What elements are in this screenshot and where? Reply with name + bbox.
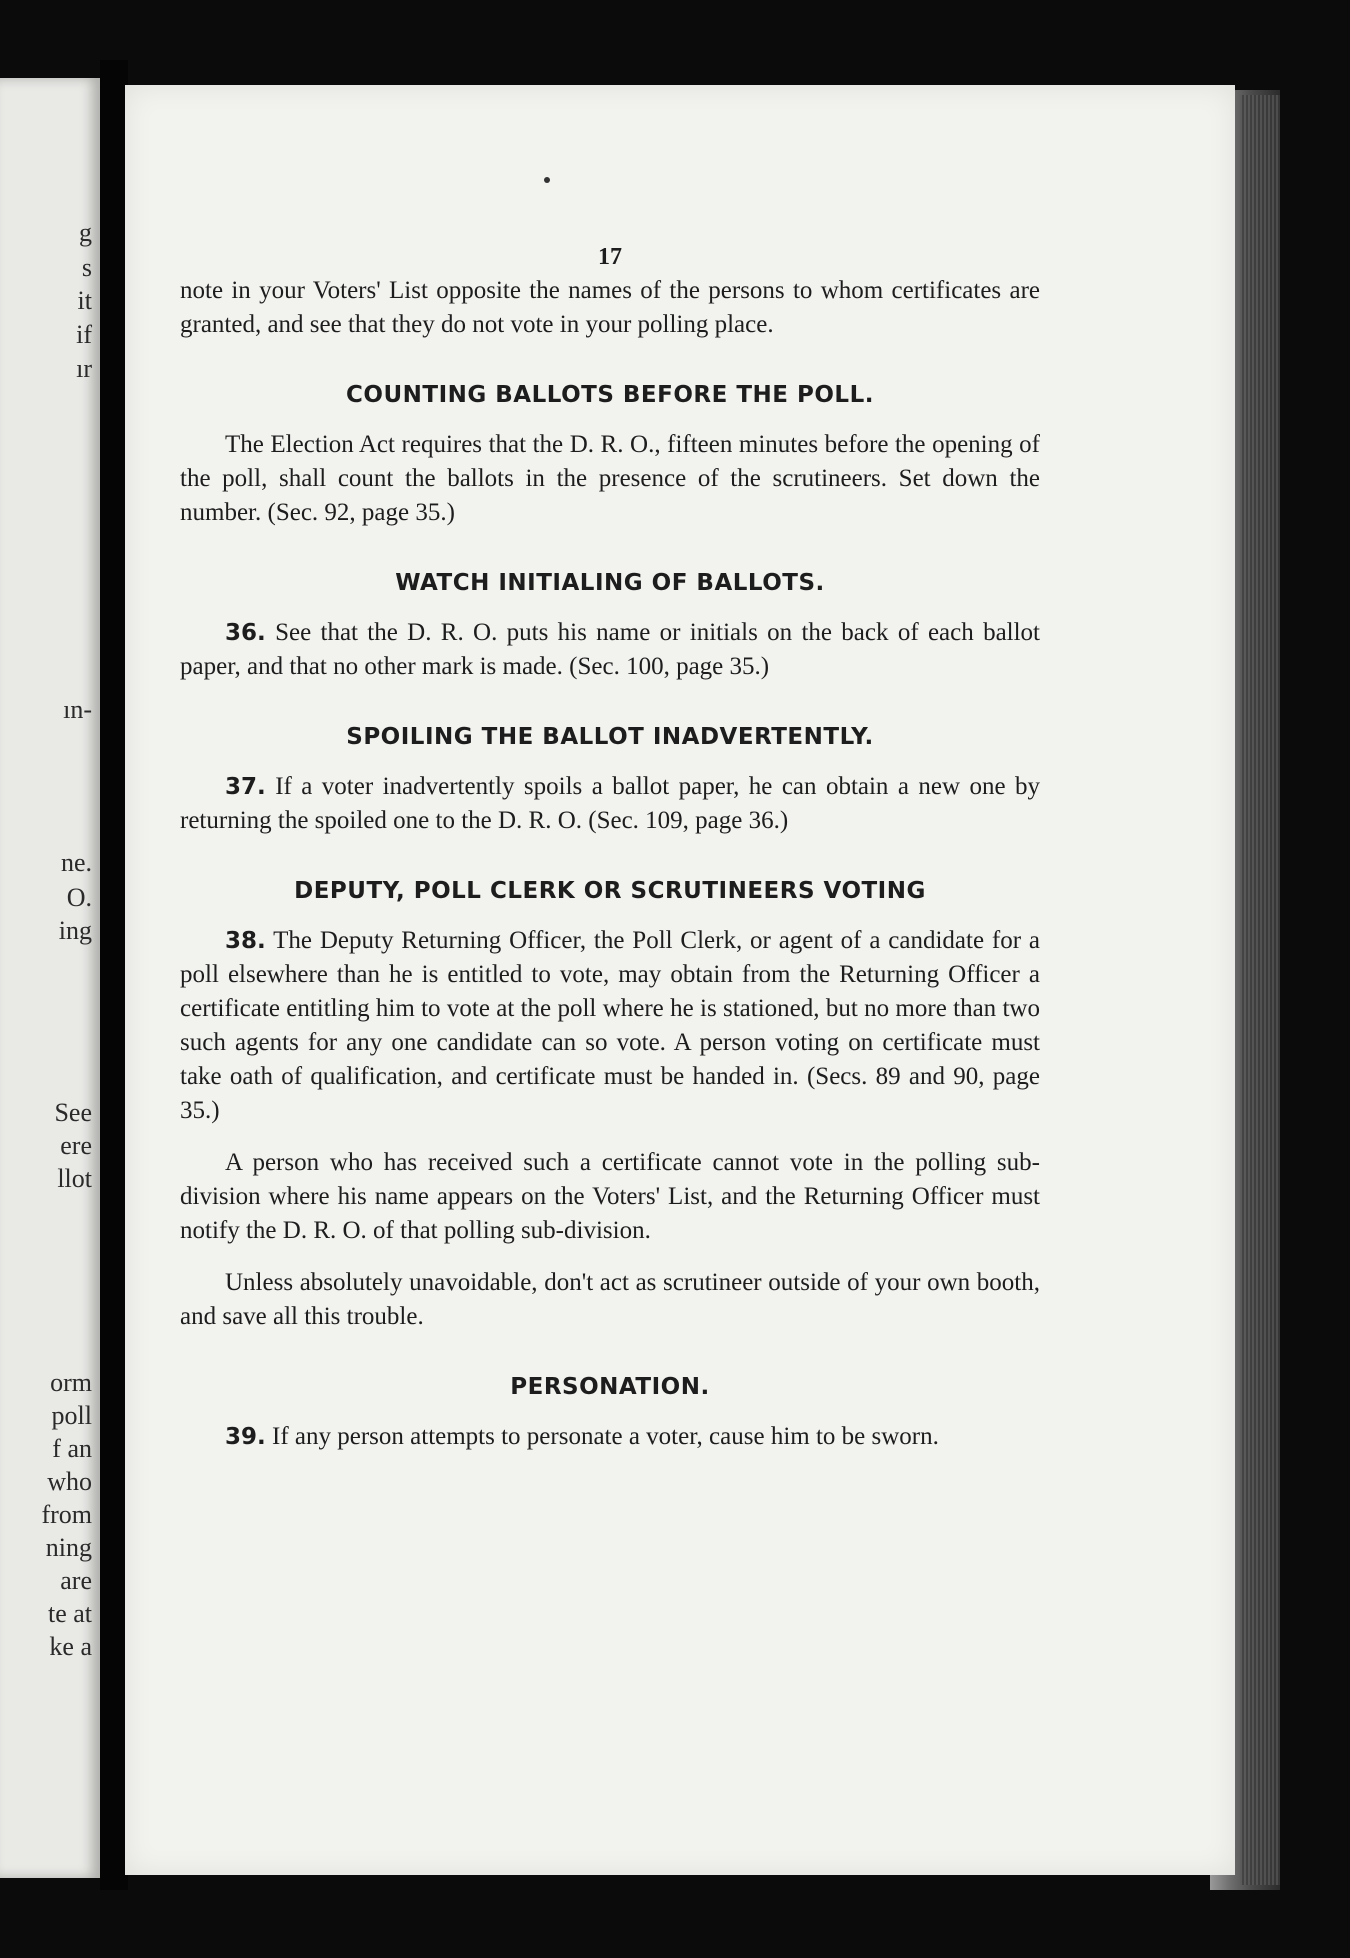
- left-fragment: f an: [52, 1434, 92, 1463]
- book-gutter: [100, 60, 128, 1890]
- left-fragment: ing: [58, 916, 92, 945]
- paragraph-number: 37.: [225, 774, 266, 800]
- left-fragment: who: [47, 1467, 92, 1496]
- left-fragment: ın-: [63, 695, 92, 724]
- paragraph-text: See that the D. R. O. puts his name or initials on the back of each ballot paper, and that no other mark is made. (Sec. 100, page 35.): [180, 619, 1041, 680]
- intro-paragraph: note in your Voters' List opposite the names of the persons to whom certificates are granted, and see that they do not vote in your polling place.: [180, 277, 1040, 338]
- section-paragraph: [180, 1420, 1040, 1454]
- left-fragment: if: [76, 320, 92, 349]
- section-paragraph: [180, 1146, 1040, 1248]
- paragraph-number: 38.: [225, 928, 266, 954]
- page-number: 17: [598, 244, 622, 270]
- paragraph-text: The Election Act requires that the D. R. O., fifteen minutes before the opening of the poll, shall count the ballots in the presence of the scrutineers. Set down the number. (Sec. 92, page 35.): [180, 431, 1040, 526]
- left-fragment: ır: [76, 354, 92, 383]
- section-paragraph: [180, 770, 1040, 838]
- paragraph-text: If a voter inadvertently spoils a ballot paper, he can obtain a new one by returning the spoiled one to the D. R. O. (Sec. 109, page 36.): [180, 773, 1041, 834]
- left-fragment: ere: [60, 1131, 92, 1160]
- left-fragment: ke a: [49, 1632, 92, 1661]
- left-fragment: te at: [47, 1599, 92, 1628]
- left-fragment: O.: [66, 883, 92, 912]
- book-page-edge-texture: [1240, 95, 1280, 1885]
- left-fragment: g: [79, 218, 92, 247]
- section-paragraph: [180, 616, 1040, 684]
- left-fragment: See: [54, 1098, 92, 1127]
- left-fragment: ning: [45, 1533, 92, 1562]
- left-fragment: orm: [50, 1368, 92, 1397]
- paragraph-number: 39.: [225, 1424, 266, 1450]
- section-heading: COUNTING BALLOTS BEFORE THE POLL.: [346, 382, 874, 408]
- left-fragment: it: [77, 286, 92, 315]
- section-paragraph: [180, 924, 1040, 1128]
- paragraph-number: 36.: [225, 620, 266, 646]
- left-fragment: ne.: [60, 848, 92, 877]
- page-content: [180, 240, 1040, 1454]
- left-fragment: are: [60, 1566, 92, 1595]
- section-paragraph: [180, 428, 1040, 530]
- section-heading: SPOILING THE BALLOT INADVERTENTLY.: [346, 724, 874, 750]
- paragraph-text: If any person attempts to personate a voter, cause him to be sworn.: [272, 1423, 939, 1450]
- section-heading: DEPUTY, POLL CLERK OR SCRUTINEERS VOTING: [294, 878, 926, 904]
- paragraph-text: The Deputy Returning Officer, the Poll Clerk, or agent of a candidate for a poll elsewhere than he is entitled to vote, may obtain from the Returning Officer a certificate entitling him to vote at the poll where he is stationed, but no more than two such agents for any one candidate can so vote. A person voting on certificate must take oath of qualification, and certificate must be handed in. (Secs. 89 and 90, page 35.): [180, 927, 1040, 1124]
- page-speck: [544, 177, 550, 183]
- paragraph-text: A person who has received such a certificate cannot vote in the polling sub-division where his name appears on the Voters' List, and the Returning Officer must notify the D. R. O. of that polling sub-division.: [180, 1149, 1040, 1244]
- left-fragment: from: [41, 1500, 92, 1529]
- left-fragment: llot: [57, 1164, 92, 1193]
- left-fragment: s: [81, 253, 92, 282]
- section-heading: PERSONATION.: [510, 1374, 710, 1400]
- paragraph-text: Unless absolutely unavoidable, don't act as scrutineer outside of your own booth, and save all this trouble.: [180, 1269, 1040, 1330]
- left-fragment: poll: [51, 1401, 92, 1430]
- section-paragraph: [180, 1266, 1040, 1334]
- section-heading: WATCH INITIALING OF BALLOTS.: [395, 570, 825, 596]
- left-facing-page: [0, 78, 100, 1878]
